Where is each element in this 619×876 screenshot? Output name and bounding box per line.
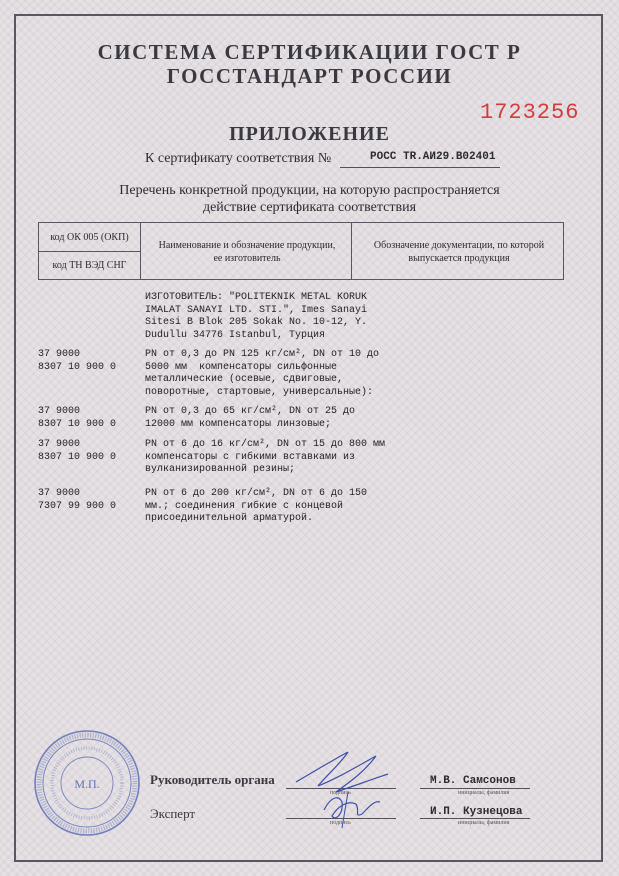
table-header — [38, 222, 564, 280]
table-divider — [140, 223, 141, 279]
form-number: 1723256 — [480, 100, 580, 125]
header-tnved-code: код ТН ВЭД СНГ — [52, 260, 127, 271]
expert-label: Эксперт — [150, 806, 196, 821]
item-3-description: PN от 6 до 16 кг/см², DN от 15 до 800 мм компенсаторы с гибкими вставками из вулканизированной резины; — [145, 439, 386, 475]
stamp-mp-text: М.П. — [74, 777, 100, 791]
head-name-caption: инициалы, фамилия — [458, 790, 510, 796]
header-line-2: ГОССТАНДАРТ РОССИИ — [166, 64, 453, 88]
header-line-1: СИСТЕМА СЕРТИФИКАЦИИ ГОСТ Р — [97, 40, 522, 64]
table-divider — [39, 251, 140, 252]
official-stamp — [32, 728, 142, 838]
table-divider — [351, 223, 352, 279]
item-4-codes: 37 9000 7307 99 900 0 — [38, 488, 117, 512]
subtitle-line-1: Перечень конкретной продукции, на которую распространяется — [119, 183, 500, 198]
header-product-name: Наименование и обозначение продукции, ее изготовитель — [158, 240, 336, 264]
item-3-codes: 37 9000 8307 10 900 0 — [38, 439, 117, 463]
document-title: ПРИЛОЖЕНИЕ — [229, 123, 390, 145]
certificate-number-rule — [340, 167, 500, 168]
head-name-line — [420, 788, 530, 789]
head-of-body-label: Руководитель органа — [150, 772, 275, 787]
head-signature-caption: подпись — [330, 790, 351, 796]
item-1-codes: 37 9000 8307 10 900 0 — [38, 349, 117, 373]
expert-name: И.П. Кузнецова — [430, 806, 523, 818]
manufacturer-block: ИЗГОТОВИТЕЛЬ: "POLITEKNIK METAL KORUK IMALAT SANAYI LTD. STI.", Imes Sanayi Sitesi B Blok 205 Sokak No. 10-12, Y. Dudullu 34776 Istanbul, Турция — [145, 292, 368, 341]
head-name: М.В. Самсонов — [430, 775, 516, 787]
subtitle-line-2: действие сертификата соответствия — [202, 200, 417, 215]
item-2-description: PN от 0,3 до 65 кг/см², DN от 25 до 12000 мм компенсаторы линзовые; — [145, 406, 356, 430]
header-documentation: Обозначение документации, по которой выпускается продукция — [373, 240, 545, 264]
certificate-label: К сертификату соответствия № — [145, 151, 332, 166]
certificate-number: РОСС TR.АИ29.В02401 — [370, 151, 496, 163]
item-2-codes: 37 9000 8307 10 900 0 — [38, 406, 117, 430]
item-1-description: PN от 0,3 до PN 125 кг/см², DN от 10 до 5000 мм компенсаторы сильфонные металлические (осевые, сдвиговые, поворотные, стартовые, универсальные): — [145, 349, 380, 398]
expert-name-line — [420, 818, 530, 819]
expert-name-caption: инициалы, фамилия — [458, 820, 510, 826]
item-4-description: PN от 6 до 200 кг/см², DN от 6 до 150 мм.; соединения гибкие с концевой присоединительной арматурой. — [145, 488, 368, 524]
handwritten-signatures — [288, 742, 398, 832]
expert-signature-caption: подпись — [330, 820, 351, 826]
header-okp-code: код ОК 005 (ОКП) — [50, 232, 129, 243]
